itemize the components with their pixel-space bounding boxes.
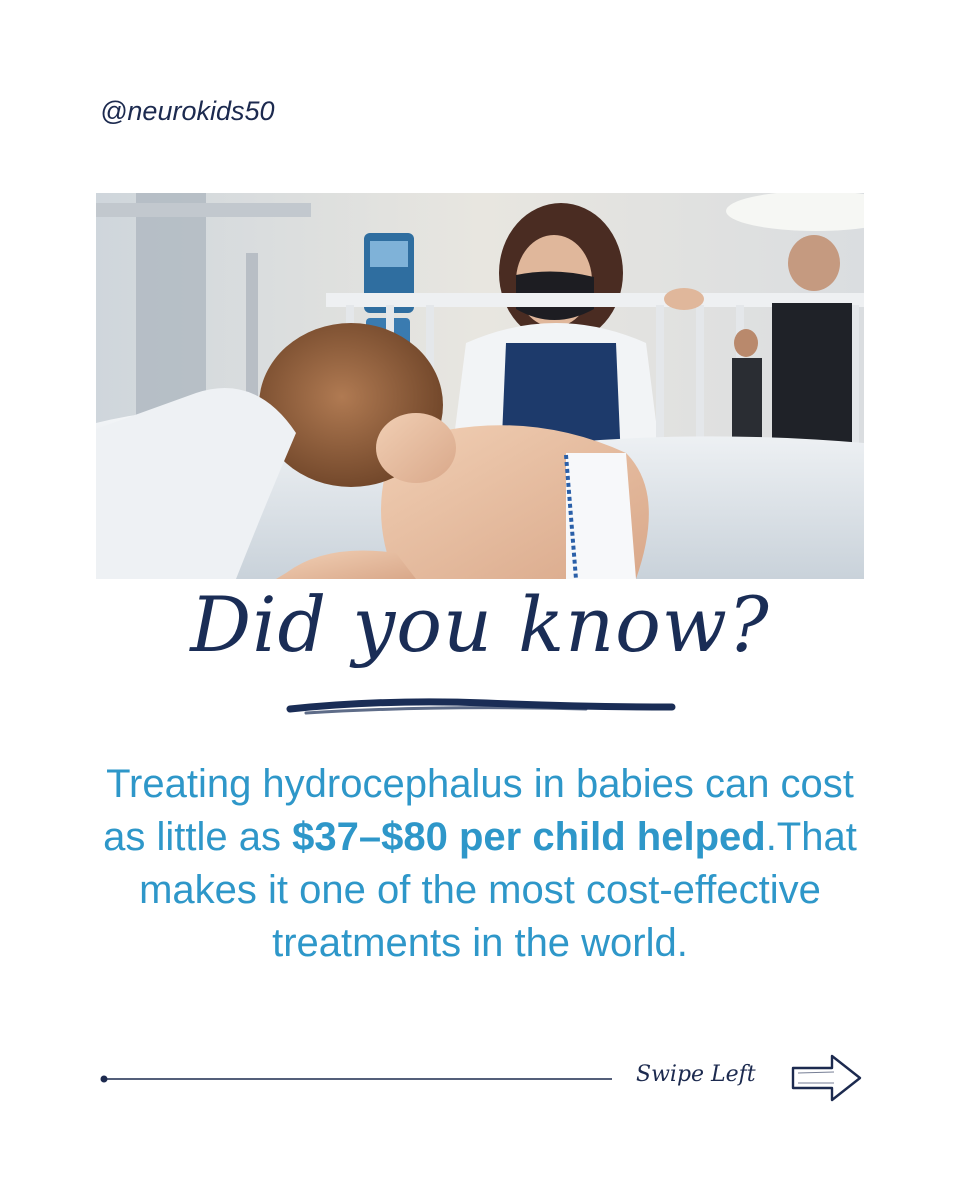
swipe-left-label: Swipe Left xyxy=(636,1062,756,1087)
social-handle: @neurokids50 xyxy=(100,96,275,126)
fact-cost-highlight: $37–$80 per child helped xyxy=(292,815,766,859)
brush-underline xyxy=(286,695,676,719)
footer-divider xyxy=(100,1075,615,1083)
headline: Did you know? xyxy=(190,580,770,669)
fact-text-part2: .That makes it one of the most cost-effective treatments in the world. xyxy=(139,815,857,965)
fact-text-part1: Treating hydrocephalus in babies can cost as little as xyxy=(103,762,854,859)
fact-text xyxy=(80,758,880,970)
right-arrow-icon xyxy=(790,1052,864,1104)
hospital-photo xyxy=(96,193,864,579)
doctor-with-baby-image xyxy=(96,193,864,579)
